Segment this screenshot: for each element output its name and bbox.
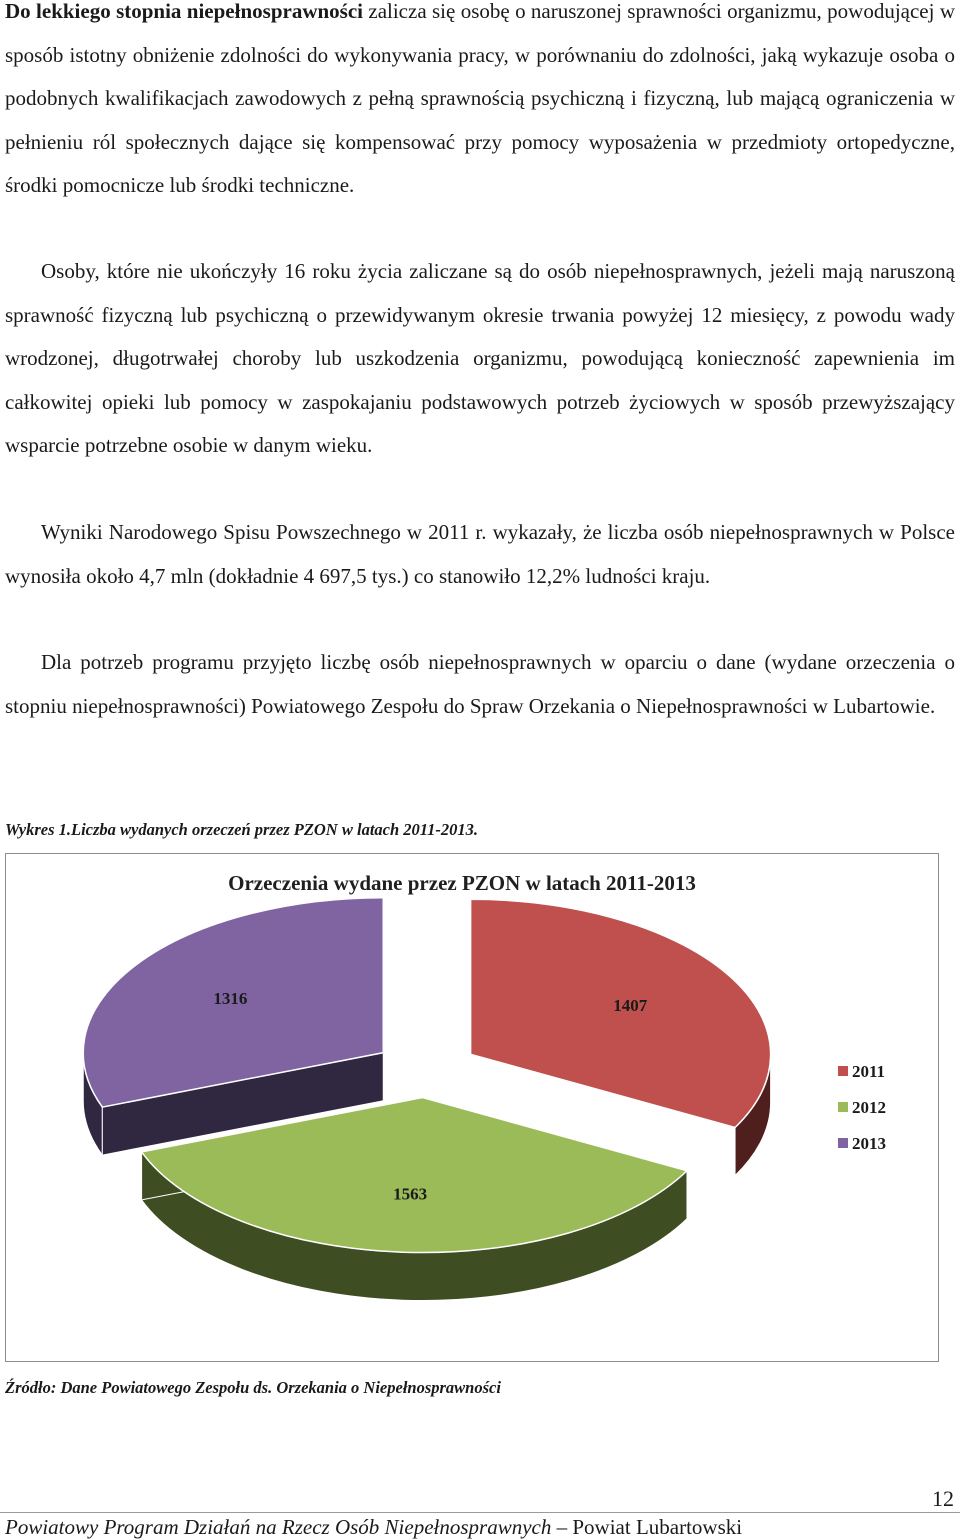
paragraph-text: Dla potrzeb programu przyjęto liczbę osób niepełnosprawnych w oparciu o dane (wydane orzeczenia o stopniu niepełnosprawności) Powiatowego Zespołu do Spraw Orzekania o Niepełnosprawności w Lubartowie. [5,650,955,718]
legend-swatch-2012 [838,1102,848,1112]
footer [5,1515,742,1540]
pie-value-label: 1316 [213,988,248,1008]
legend-label-2011: 2011 [852,1062,886,1081]
footer-rule [0,1512,960,1513]
chart-legend [838,1062,886,1153]
footer-county: Powiat Lubartowski [572,1515,743,1539]
chart-title: Orzeczenia wydane przez PZON w latach 2011-2013 [228,871,696,895]
paragraph-program-basis [5,641,955,728]
footer-separator: – [556,1515,568,1539]
paragraph-text: zalicza się osobę o naruszonej sprawności organizmu, powodującej w sposób istotny obniżenie zdolności do wykonywania pracy, w porównaniu do zdolności, jaką wykazuje osoba o podobnych kwalifikacjach zawodowych z pełną sprawnością psychiczną i fizyczną, lub mającą ograniczenia w pełnieniu ról społecznych dające się kompensować przy pomocy wyposażenia w przedmioty ortopedyczne, środki pomocnicze lub środki techniczne. [5,0,955,198]
paragraph-children [5,250,955,468]
pie-chart-svg [6,854,938,1361]
paragraph-disability-definition [5,0,955,208]
legend-swatch-2013 [838,1138,848,1148]
pie-value-label: 1407 [613,995,648,1015]
legend-swatch-2011 [838,1066,848,1076]
paragraph-census [5,511,955,598]
paragraph-lead: Do lekkiego stopnia niepełnosprawności [5,0,363,23]
pie-value-label: 1563 [393,1184,428,1204]
paragraph-text: Osoby, które nie ukończyły 16 roku życia zaliczane są do osób niepełnosprawnych, jeżeli mają naruszoną sprawność fizyczną lub psychiczną o przewidywanym okresie trwania powyżej 12 miesięcy, z powodu wady wrodzonej, długotrwałej choroby lub uszkodzenia organizmu, powodującą konieczność zapewnienia im całkowitej opieki lub pomocy w zaspokajaniu podstawowych potrzeb życiowych w sposób przewyższający wsparcie potrzebne osobie w danym wieku. [5,259,955,458]
legend-label-2013: 2013 [852,1134,886,1153]
page-number: 12 [932,1486,954,1511]
figure-caption: Wykres 1.Liczba wydanych orzeczeń przez PZON w latach 2011-2013. [5,820,478,839]
paragraph-text: Wyniki Narodowego Spisu Powszechnego w 2011 r. wykazały, że liczba osób niepełnosprawnych w Polsce wynosiła około 4,7 mln (dokładnie 4 697,5 tys.) co stanowiło 12,2% ludności kraju. [5,520,955,588]
footer-title: Powiatowy Program Działań na Rzecz Osób Niepełnosprawnych [5,1515,552,1539]
legend-label-2012: 2012 [852,1098,886,1117]
figure-source: Źródło: Dane Powiatowego Zespołu ds. Orzekania o Niepełnosprawności [5,1378,501,1397]
pie-chart [5,853,939,1362]
